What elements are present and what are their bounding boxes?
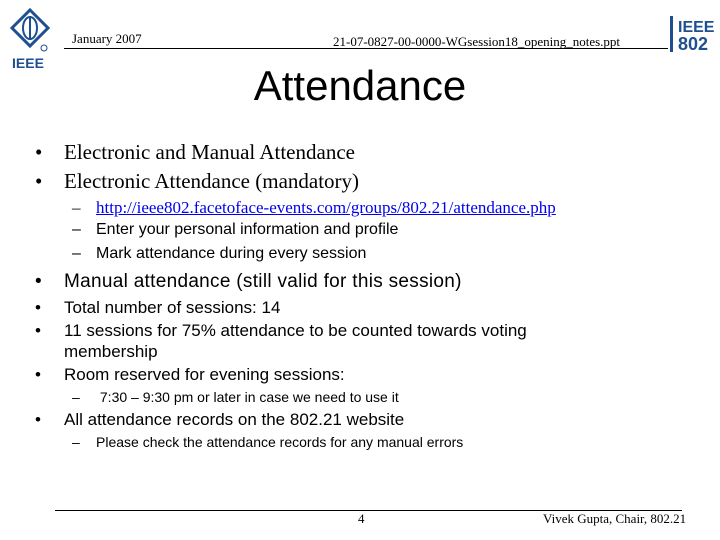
ieee-logo-text: IEEE bbox=[12, 55, 44, 71]
dash: – bbox=[72, 434, 80, 450]
ieee-802-logo-line1: IEEE bbox=[678, 19, 715, 36]
header-date: January 2007 bbox=[72, 31, 142, 46]
item-text: 7:30 – 9:30 pm or later in case we need to use it bbox=[96, 389, 399, 405]
dash: – bbox=[72, 245, 81, 262]
item-text: Manual attendance (still valid for this session) bbox=[64, 271, 462, 292]
item-text: membership bbox=[64, 342, 158, 361]
dash: – bbox=[72, 198, 81, 217]
bullet: • bbox=[35, 169, 43, 193]
footer-author: Vivek Gupta, Chair, 802.21 bbox=[543, 511, 687, 526]
dash: – bbox=[72, 221, 81, 238]
dash: – bbox=[72, 389, 80, 405]
item-text: Enter your personal information and profile bbox=[96, 221, 399, 238]
item-text: Please check the attendance records for any manual errors bbox=[96, 434, 464, 450]
ieee-802-logo-line2: 802 bbox=[678, 34, 709, 54]
item-text: Mark attendance during every session bbox=[96, 245, 367, 262]
header-divider bbox=[64, 48, 668, 49]
item-text: Electronic and Manual Attendance bbox=[64, 140, 355, 164]
item-text: All attendance records on the 802.21 website bbox=[64, 410, 405, 429]
item-text: Room reserved for evening sessions: bbox=[64, 365, 345, 384]
page-number: 4 bbox=[358, 511, 365, 526]
bullet: • bbox=[35, 365, 41, 384]
bullet: • bbox=[35, 321, 41, 340]
item-text: Total number of sessions: 14 bbox=[64, 298, 281, 317]
item-text: 11 sessions for 75% attendance to be counted towards voting bbox=[64, 321, 527, 340]
bullet: • bbox=[35, 410, 41, 429]
header-filename: 21-07-0827-00-0000-WGsession18_opening_notes.ppt bbox=[333, 34, 621, 49]
slide-title: Attendance bbox=[253, 62, 467, 109]
bullet: • bbox=[35, 271, 42, 292]
item-text: Electronic Attendance (mandatory) bbox=[64, 169, 360, 193]
bullet: • bbox=[35, 140, 43, 164]
ieee-802-logo bbox=[668, 12, 716, 56]
attendance-link[interactable]: http://ieee802.facetoface-events.com/groups/802.21/attendance.php bbox=[96, 198, 556, 217]
bullet: • bbox=[35, 298, 41, 317]
